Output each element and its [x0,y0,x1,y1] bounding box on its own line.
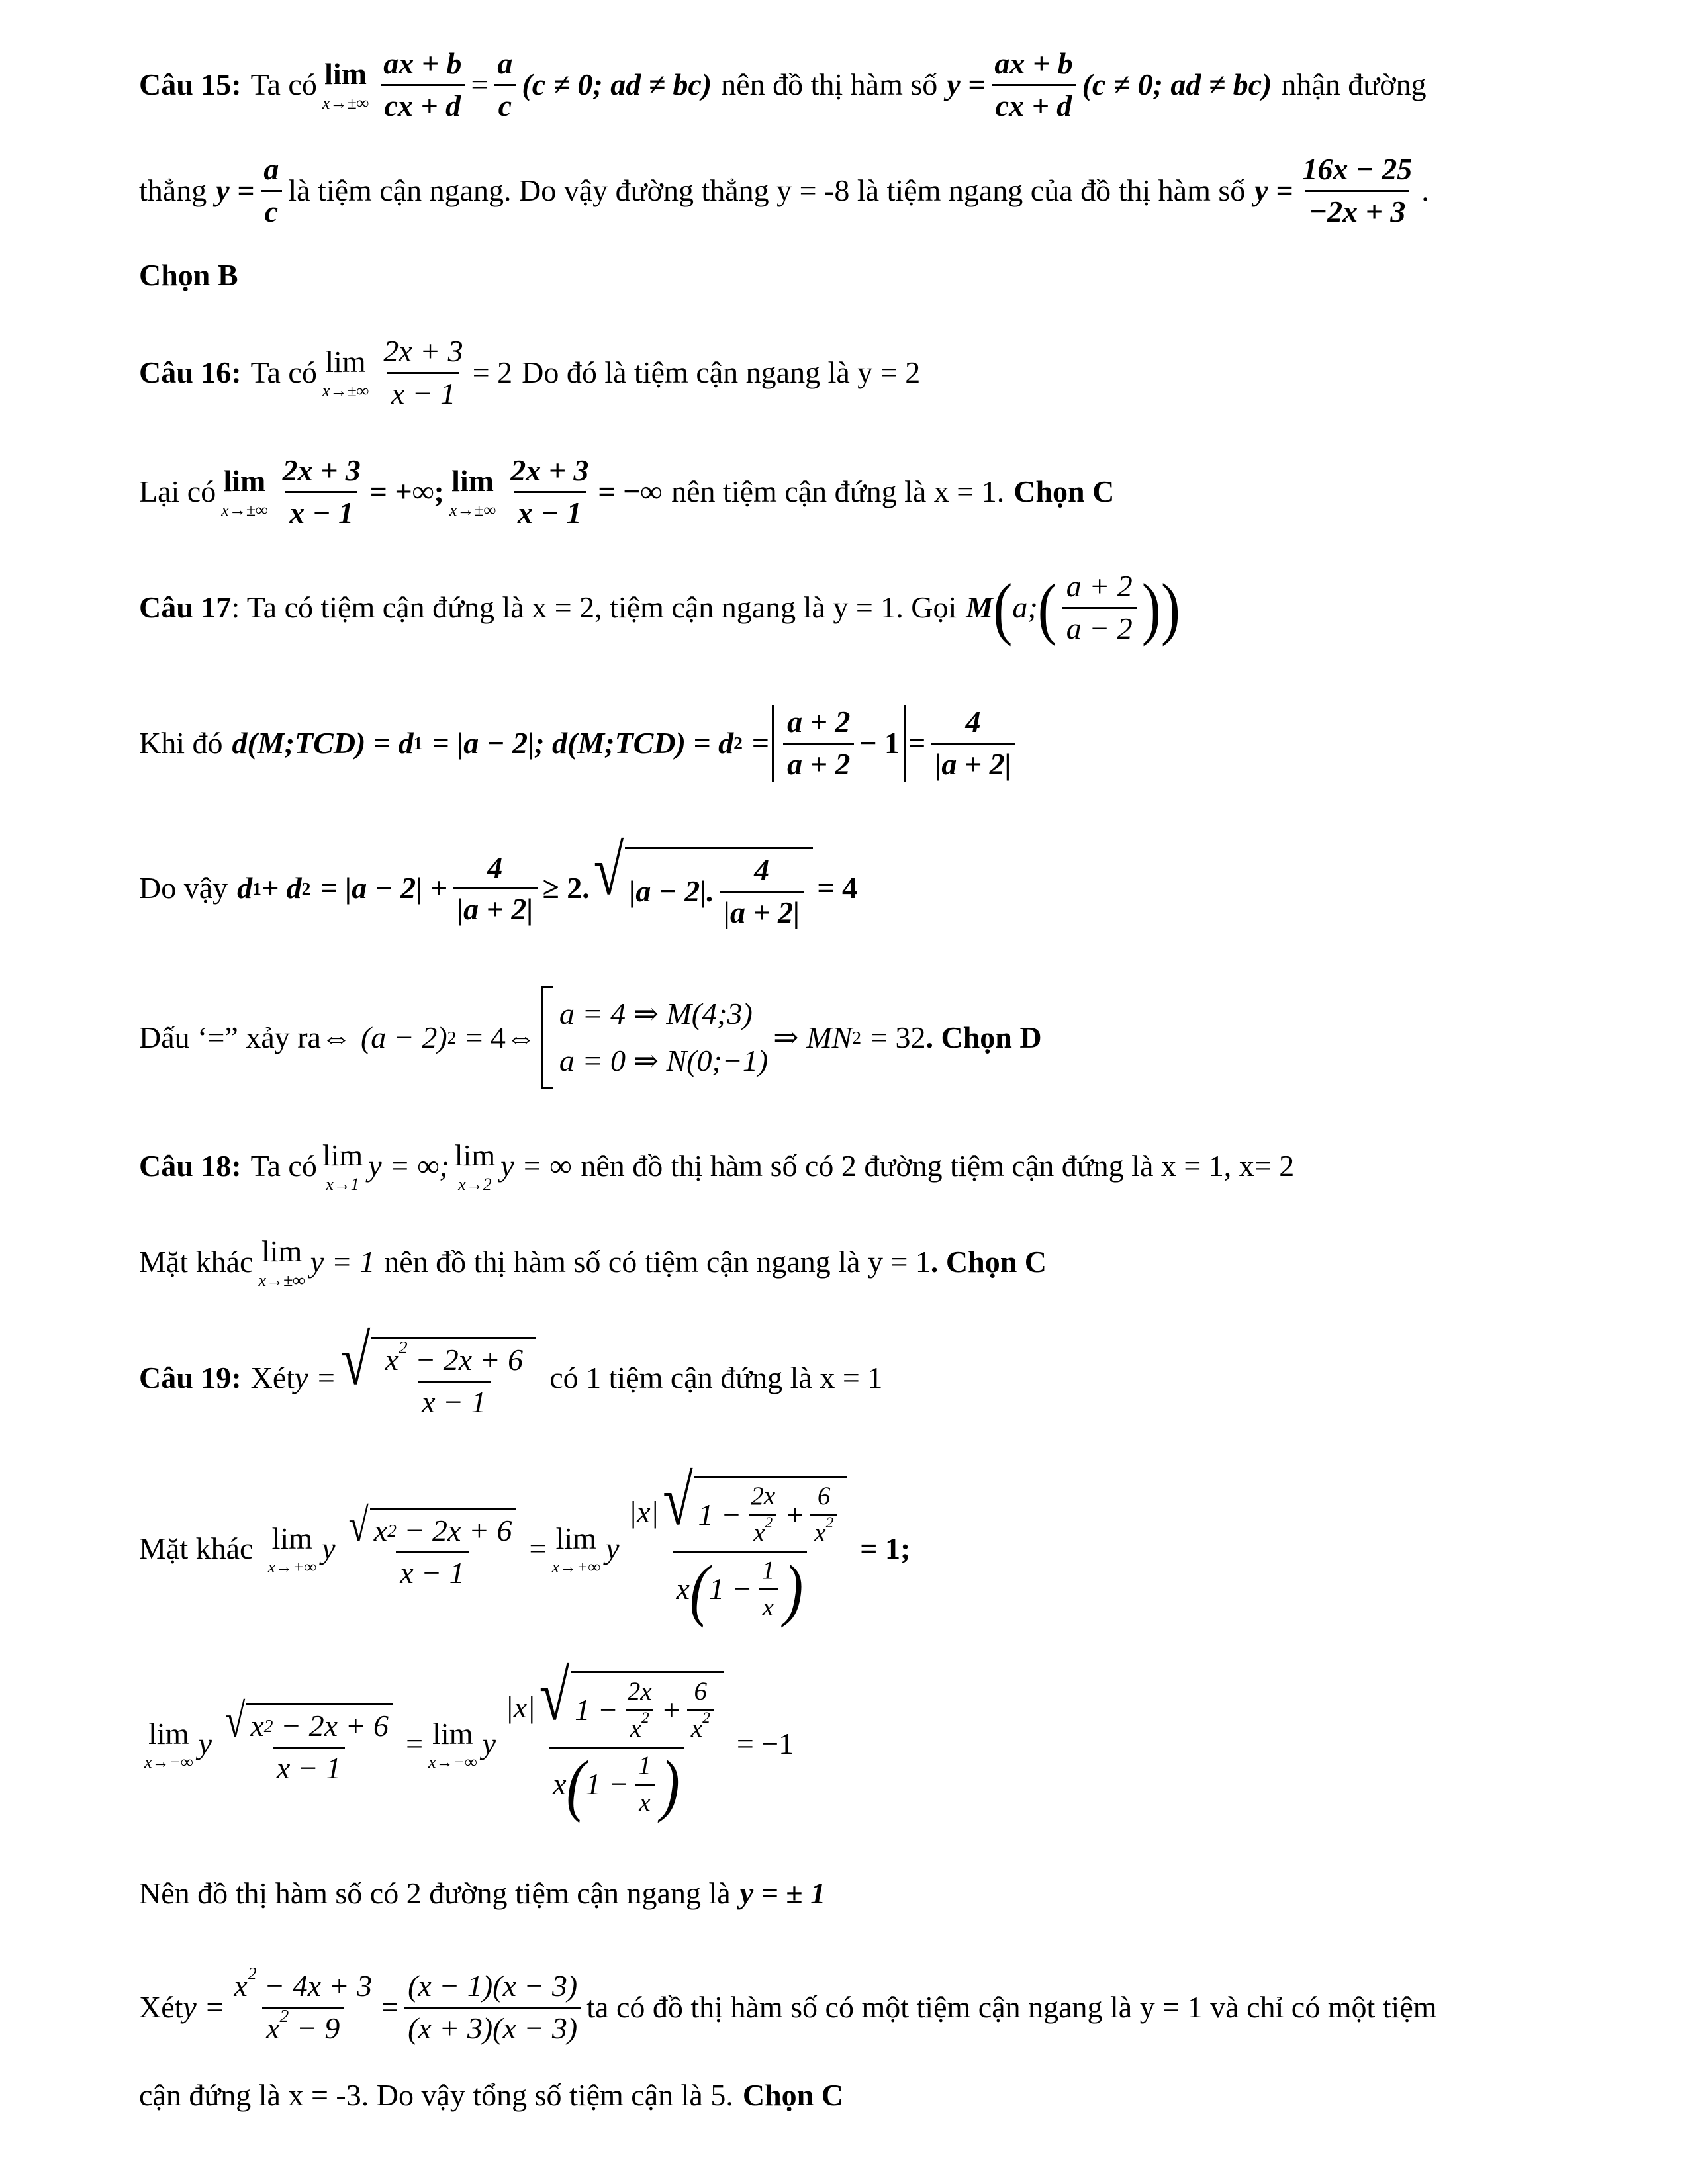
q19-label: Câu 19: [139,1361,242,1395]
q19-line-ngang: Nên đồ thị hàm số có 2 đường tiệm cận ngang là [139,1876,731,1910]
q15-cond: (c ≠ 0; ad ≠ bc) [522,67,712,101]
q19-text2: ta có đồ thị hàm số có một tiệm cận ngang là y = 1 và chỉ có một tiệm [586,1989,1437,2024]
q15-yeq: y = [947,67,986,101]
q17-line-1: Câu 17 : Ta có tiệm cận đứng là x = 2, tiệm cận ngang là y = 1. Gọi M ( a; ( $\frac{a + 2}{a - 2}$ )) [139,569,1181,647]
q19-line-5: Xét y = $\frac{x^2 - 4x + 3}{x^2 - 9}$ = $\frac{(x - 1)(x - 3)}{(x + 3)(x - 3)}$ ta có đồ thị hàm số có một tiệm cận ngang là y = 1 và chỉ có một tiệm [139,1963,1437,2045]
q18-text4: nên đồ thị hàm số có tiệm cận ngang là y = 1 [384,1244,931,1279]
q16-line-2 [139,453,1582,531]
q16-text1: Ta có [250,355,317,389]
q17-line-2: Khi đó d(M;TCD) = d 1 = |a − 2|; d(M;TCD) = d 2 = $\frac{a + 2}{a + 2}$ − 1 = $\frac{4}{|a + 2|}$ [139,705,1582,782]
q15-frac3: $\frac{ax + b}{cx + d}$ [990,46,1076,124]
q17-label: Câu 17 [139,590,232,624]
q17-d1-rest: = |a − 2|; d(M;TCD) = d [432,725,734,760]
q17-dau: Dấu ‘=” xảy ra [139,1020,321,1054]
q17-a: a; [1012,590,1038,624]
q15-yeq3: y = [1254,173,1293,207]
q16-line-1 [139,334,1582,412]
q18-label: Câu 18: [139,1148,242,1183]
q18-text2: nên đồ thị hàm số có 2 đường tiệm cận đứng là x = 1, x= 2 [581,1148,1295,1183]
q15-line-2 [139,152,1582,230]
q17-frac: $\frac{a + 2}{a - 2}$ [1062,569,1137,647]
q19-line-2: Mặt khác lim x→+∞ y √ x 2 − 2x + 6 x − 1 = lim x→+∞ y |x| √ 1 − $\frac{2x}{x^2}$ + $\frac{6}{x^2}$ x ( 1 − $\frac{1}{x}$ ) = 1; [139,1461,911,1628]
q16-answer: Chọn C [1013,474,1115,508]
q17-res-frac: $\frac{4}{|a + 2|}$ [931,705,1015,782]
q18-line-1: Câu 18: Ta có lim x→1 y = ∞; lim x→2 y = ∞ nên đồ thị hàm số có 2 đường tiệm cận đứng là x = 1, x= 2 [139,1138,1295,1194]
q16-frac: $\frac{2x + 3}{x - 1}$ [383,334,463,410]
q15-frac4: $\frac{a}{c}$ [259,152,283,230]
q16-text3: Lại có [139,474,216,508]
q17-line-3: Do vậy d 1 + d 2 = |a − 2| + $\frac{4}{|a + 2|}$ ≥ 2. √ |a − 2|. $\frac{4}{|a + 2|}$ = 4 [139,830,858,929]
q17-f1: $\frac{4}{|a + 2|}$ [453,850,537,928]
q19-line-6 [139,2078,1582,2113]
q17-answer: . Chọn D [925,1020,1042,1054]
q15-text5: là tiệm cận ngang. Do vậy đường thẳng y = -8 là tiệm ngang của đồ thị hàm số [288,173,1246,207]
q18-line-2: Mặt khác lim x→±∞ y = 1 nên đồ thị hàm số có tiệm cận ngang là y = 1 . Chọn C [139,1234,1047,1290]
q16-limit: lim x→±∞ [322,345,369,400]
q16-eq2: = +∞; [369,474,444,508]
q15-answer: Chọn B [139,258,238,292]
q15-line-1 [139,46,1582,124]
q15-text1: Ta có [250,67,317,101]
q19-line-4 [139,1876,1582,1911]
q17-khi-do: Khi đó [139,725,223,760]
q15-frac1: $\frac{ax + b}{cx + d}$ [379,46,465,124]
q19-pm: y = ± 1 [739,1876,826,1910]
q16-frac-2: $\frac{2x + 3}{x - 1}$ [282,453,361,529]
q16-eq: = 2 [472,355,513,389]
q15-label: Câu 15: [139,67,242,101]
q15-text3: nhận đường [1281,67,1427,101]
q15-frac5: $\frac{16x - 25}{-2x + 3}$ [1302,152,1413,228]
q17-row2: a = 0 ⇒ N(0;−1) [559,1044,769,1077]
q19-answer: Chọn C [742,2078,843,2112]
q17-line-4: Dấu ‘=” xảy ra ⇔ (a − 2) 2 = 4 ⇔ a = 4 ⇒ M(4;3) a = 0 ⇒ N(0;−1) ⇒ MN 2 = 32 . Chọn D [139,986,1582,1089]
q16-text2: Do đó là tiệm cận ngang là y = 2 [522,355,921,389]
q19-res-pos: = 1; [860,1531,911,1566]
q16-label: Câu 16: [139,355,242,389]
q16-frac-3: $\frac{2x + 3}{x - 1}$ [510,453,589,529]
q15-eq: = [471,67,489,101]
q17-d1-expr: d(M;TCD) = d [232,725,414,760]
q15-limit: lim x→±∞ [322,57,369,113]
q18-answer: . Chọn C [930,1244,1047,1279]
q19-text3: cận đứng là x = -3. Do vậy tổng số tiệm cận là 5. [139,2078,733,2112]
q17-sqrt: √ |a − 2|. $\frac{4}{|a + 2|}$ [594,847,814,931]
q17-text1: : Ta có tiệm cận đứng là x = 2, tiệm cận ngang là y = 1. Gọi [231,590,957,624]
q15-frac2: $\frac{a}{c}$ [493,46,516,124]
q19-res-neg: = −1 [736,1727,794,1761]
q15-yeq2: y = [216,173,255,207]
q16-eq3: = −∞ [598,474,663,508]
q16-limit-2: lim x→±∞ [221,464,268,520]
q15-text2: nên đồ thị hàm số [721,67,938,101]
q15-cond2: (c ≠ 0; ad ≠ bc) [1082,67,1272,101]
q17-do-vay: Do vậy [139,871,228,905]
q15-text4: thẳng [139,173,207,207]
q15-dot: . [1421,173,1429,207]
q19-text1: có 1 tiệm cận đứng là x = 1 [549,1361,883,1395]
q16-text4: nên tiệm cận đứng là x = 1. [671,474,1005,508]
q17-row1: a = 4 ⇒ M(4;3) [559,997,753,1031]
q17-abs: $\frac{a + 2}{a + 2}$ − 1 [772,705,906,782]
q17-M: M [966,590,994,624]
q19-line-1: Câu 19: Xét y = √ $\frac{x^2 - 2x + 6}{x - 1}$ có 1 tiệm cận đứng là x = 1 [139,1320,883,1419]
q16-limit-3: lim x→±∞ [449,464,496,520]
q17-system [541,986,768,1089]
q19-line-3: lim x→−∞ y √ x 2 − 2x + 6 x − 1 = lim x→−∞ y |x| √ 1 − $\frac{2x}{x^2}$ + $\frac{6}{x^2}$ x ( 1 − $\frac{1}{x}$ ) = −1 [144,1656,794,1823]
q19-sqrt: √ $\frac{x^2 - 2x + 6}{x - 1}$ [340,1337,536,1420]
q15-answer-line [139,258,1582,293]
